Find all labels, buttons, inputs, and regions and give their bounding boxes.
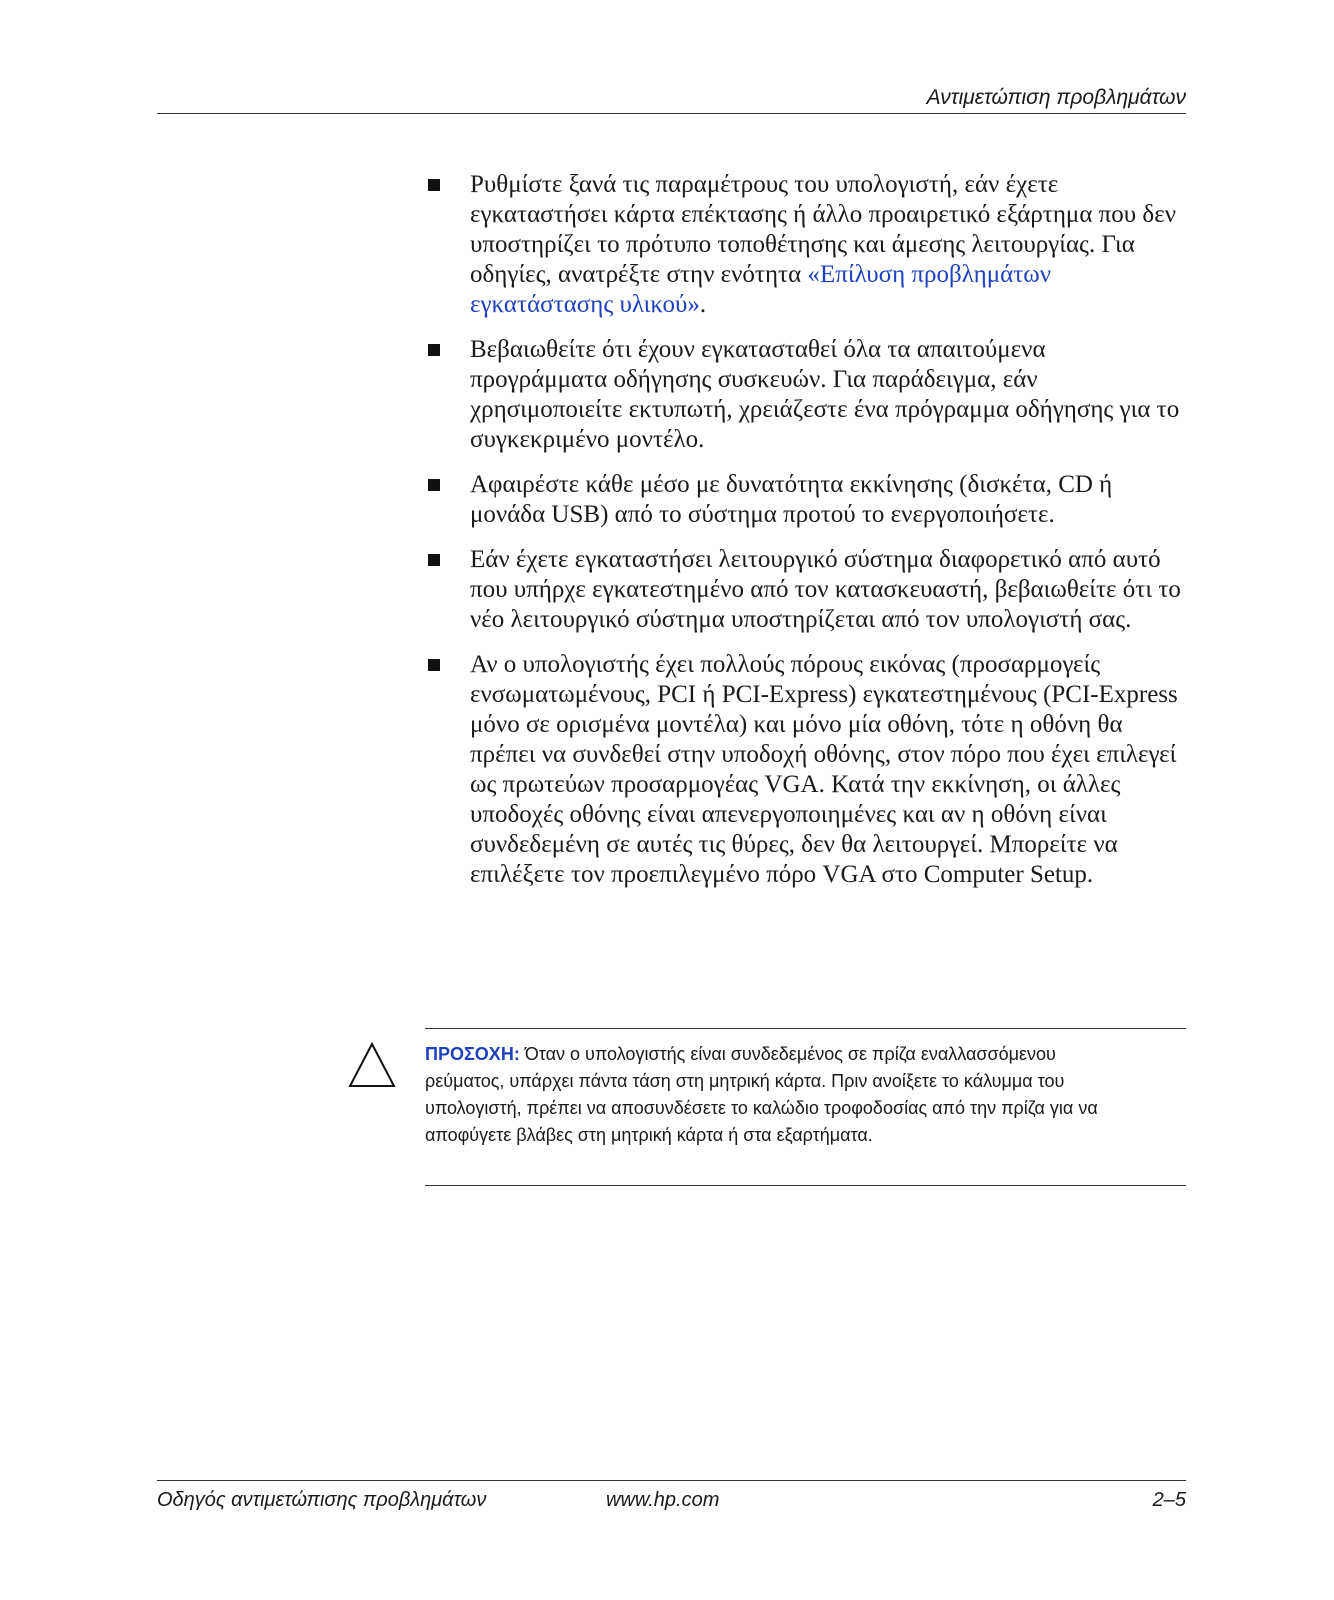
caution-text	[425, 1041, 1125, 1149]
square-bullet-icon	[428, 179, 440, 191]
warning-triangle-icon	[347, 1041, 397, 1089]
list-item	[426, 545, 1186, 635]
troubleshooting-list	[426, 170, 1186, 905]
list-item-text: Βεβαιωθείτε ότι έχουν εγκατασταθεί όλα τα απαιτούμενα προγράμματα οδήγησης συσκευών. Για παράδειγμα, εάν χρησιμοποιείτε εκτυπωτή, χρειάζεστε ένα πρόγραμμα οδήγησης για το συγκεκριμένο μοντέλο.	[470, 336, 1180, 453]
list-item-text: Εάν έχετε εγκαταστήσει λειτουργικό σύστημα διαφορετικό από αυτό που υπήρχε εγκατεστημένο από τον κατασκευαστή, βεβαιωθείτε ότι το νέο λειτουργικό σύστημα υποστηρίζεται από τον υπολογιστή σας.	[470, 546, 1181, 633]
list-item	[426, 335, 1186, 455]
square-bullet-icon	[428, 554, 440, 566]
list-item	[426, 470, 1186, 530]
caution-body: Όταν ο υπολογιστής είναι συνδεδεμένος σε πρίζα εναλλασσόμενου ρεύματος, υπάρχει πάντα τάση στη μητρική κάρτα. Πριν ανοίξετε το κάλυμμα του υπολογιστή, πρέπει να αποσυνδέσετε το καλώδιο τροφοδοσίας από την πρίζα για να αποφύγετε βλάβες στη μητρική κάρτα ή στα εξαρτήματα.	[425, 1044, 1098, 1145]
list-item	[426, 650, 1186, 890]
square-bullet-icon	[428, 659, 440, 671]
list-item-text-end: .	[699, 291, 707, 318]
list-item-text: Αν ο υπολογιστής έχει πολλούς πόρους εικόνας (προσαρμογείς ενσωματωμένους, PCI ή PCI-Express) εγκατεστημένους (PCI-Express μόνο σε ορισμένα μοντέλα) και μόνο μία οθόνη, τότε η οθόνη θα πρέπει να συνδεθεί στην υποδοχή οθόνης, στον πόρο που έχει επιλεγεί ως πρωτεύων προσαρμογέας VGA. Κατά την εκκίνηση, οι άλλες υποδοχές οθόνης είναι απενεργοποιημένες και αν η οθόνη είναι συνδεδεμένη σε αυτές τις θύρες, δεν θα λειτουργεί. Μπορείτε να επιλέξετε τον προεπιλεγμένο πόρο VGA στο Computer Setup.	[470, 651, 1178, 888]
footer-guide-title: Οδηγός αντιμετώπισης προβλημάτων	[157, 1489, 487, 1511]
hardware-install-link[interactable]: «Επίλυση προβλημάτων εγκατάστασης υλικού»	[470, 261, 1052, 318]
footer-url: www.hp.com	[606, 1489, 720, 1511]
running-header: Αντιμετώπιση προβλημάτων	[926, 86, 1186, 109]
square-bullet-icon	[428, 479, 440, 491]
square-bullet-icon	[428, 344, 440, 356]
caution-box	[425, 1028, 1186, 1186]
caution-label: ΠΡΟΣΟΧΗ:	[425, 1044, 520, 1064]
footer-rule	[157, 1480, 1186, 1481]
list-item-text: Ρυθμίστε ξανά τις παραμέτρους του υπολογιστή, εάν έχετε εγκαταστήσει κάρτα επέκτασης ή άλλο προαιρετικό εξάρτημα που δεν υποστηρίζει το πρότυπο τοποθέτησης και άμεσης λειτουργίας. Για οδηγίες, ανατρέξτε στην ενότητα	[470, 171, 1176, 288]
page-number: 2–5	[1152, 1489, 1186, 1511]
list-item-text: Αφαιρέστε κάθε μέσο με δυνατότητα εκκίνησης (δισκέτα, CD ή μονάδα USB) από το σύστημα προτού το ενεργοποιήσετε.	[470, 471, 1113, 528]
list-item	[426, 170, 1186, 320]
header-rule	[157, 113, 1186, 114]
